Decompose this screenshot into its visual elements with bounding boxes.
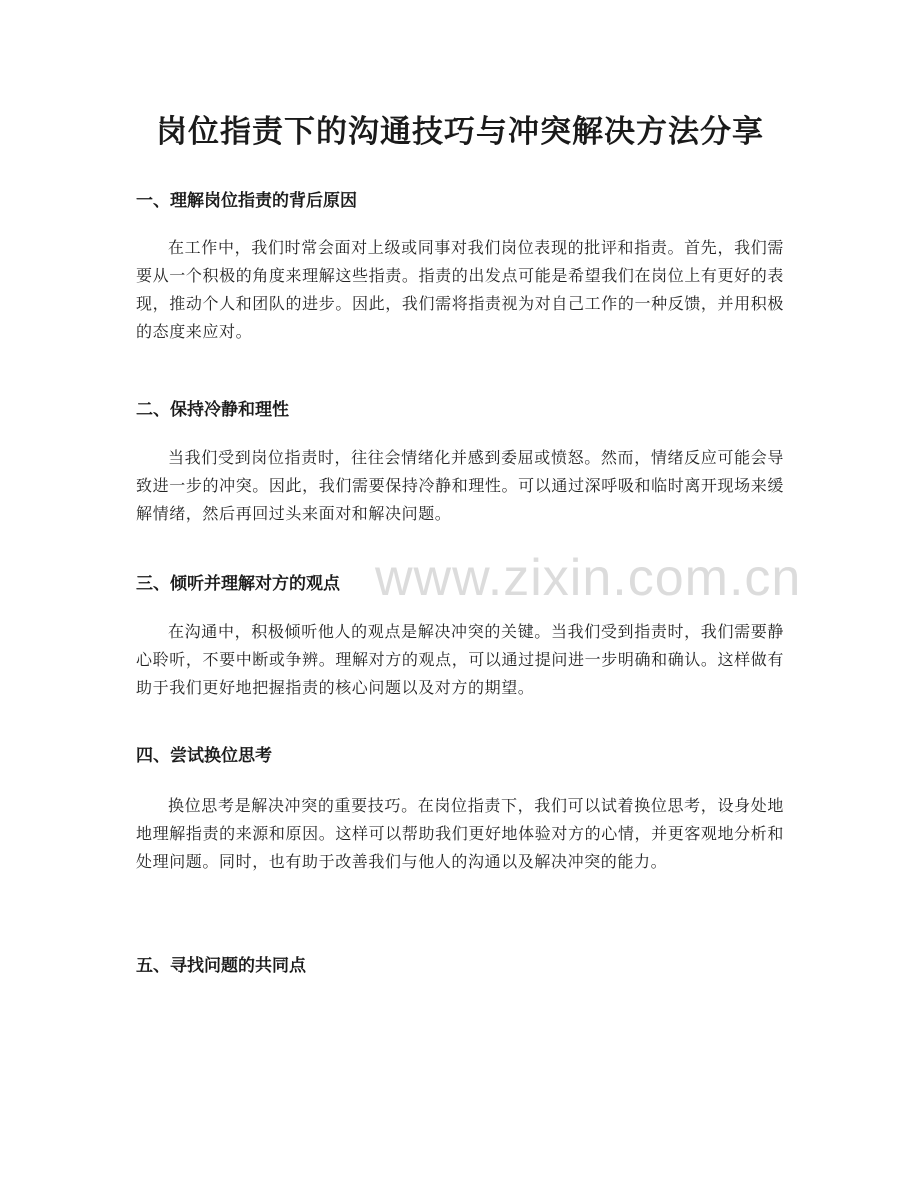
section-heading-2: 二、保持冷静和理性 — [136, 400, 289, 420]
watermark: www.zixin.com.cn — [375, 549, 802, 607]
section-paragraph-1: 在工作中，我们时常会面对上级或同事对我们岗位表现的批评和指责。首先，我们需要从一个积极的角度来理解这些指责。指责的出发点可能是希望我们在岗位上有更好的表现，推动个人和团队的进步。因此，我们需将指责视为对自己工作的一种反馈，并用积极的态度来应对。 — [136, 238, 784, 341]
section-paragraph-3: 在沟通中，积极倾听他人的观点是解决冲突的关键。当我们受到指责时，我们需要静心聆听，不要中断或争辨。理解对方的观点，可以通过提问进一步明确和确认。这样做有助于我们更好地把握指责的核心问题以及对方的期望。 — [136, 622, 784, 697]
section-paragraph-2: 当我们受到岗位指责时，往往会情绪化并感到委屈或愤怒。然而，情绪反应可能会导致进一步的冲突。因此，我们需要保持冷静和理性。可以通过深呼吸和临时离开现场来缓解情绪，然后再回过头来面对和解决问题。 — [136, 448, 784, 523]
section-heading-1: 一、理解岗位指责的背后原因 — [136, 191, 357, 211]
section-paragraph-4: 换位思考是解决冲突的重要技巧。在岗位指责下，我们可以试着换位思考，设身处地地理解指责的来源和原因。这样可以帮助我们更好地体验对方的心情，并更客观地分析和处理问题。同时，也有助于改善我们与他人的沟通以及解决冲突的能力。 — [136, 796, 784, 871]
section-heading-4: 四、尝试换位思考 — [136, 746, 272, 766]
section-heading-5: 五、寻找问题的共同点 — [136, 956, 306, 976]
document-title: 岗位指责下的沟通技巧与冲突解决方法分享 — [156, 114, 764, 150]
section-heading-3: 三、倾听并理解对方的观点 — [136, 574, 340, 594]
